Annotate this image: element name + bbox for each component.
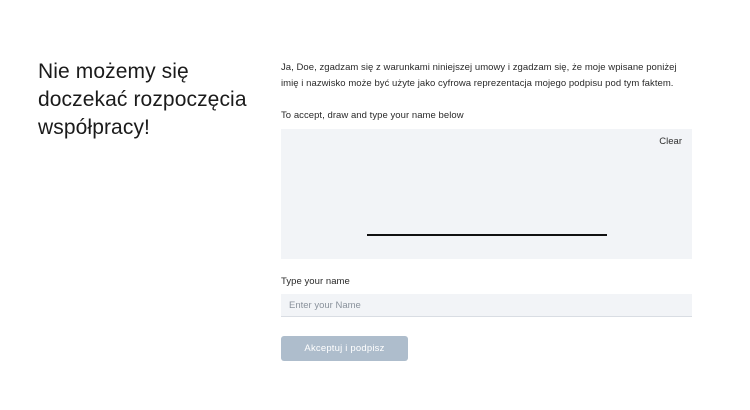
clear-button[interactable]: Clear — [659, 136, 682, 147]
accept-and-sign-button[interactable]: Akceptuj i podpisz — [281, 336, 408, 361]
name-input[interactable] — [281, 294, 692, 317]
signature-form — [281, 60, 692, 361]
signature-canvas[interactable] — [281, 129, 692, 259]
page-title: Nie możemy się doczekać rozpoczęcia współpracy! — [38, 60, 247, 140]
signature-stroke — [367, 234, 607, 236]
agreement-text: Ja, Doe, zgadzam się z warunkami niniejszej umowy i zgadzam się, że moje wpisane poniżej imię i nazwisko może być użyte jako cyfrowa reprezentacja mojego podpisu pod tym faktem. — [281, 62, 677, 89]
name-field-label: Type your name — [281, 276, 350, 287]
draw-instruction-label: To accept, draw and type your name below — [281, 110, 464, 121]
